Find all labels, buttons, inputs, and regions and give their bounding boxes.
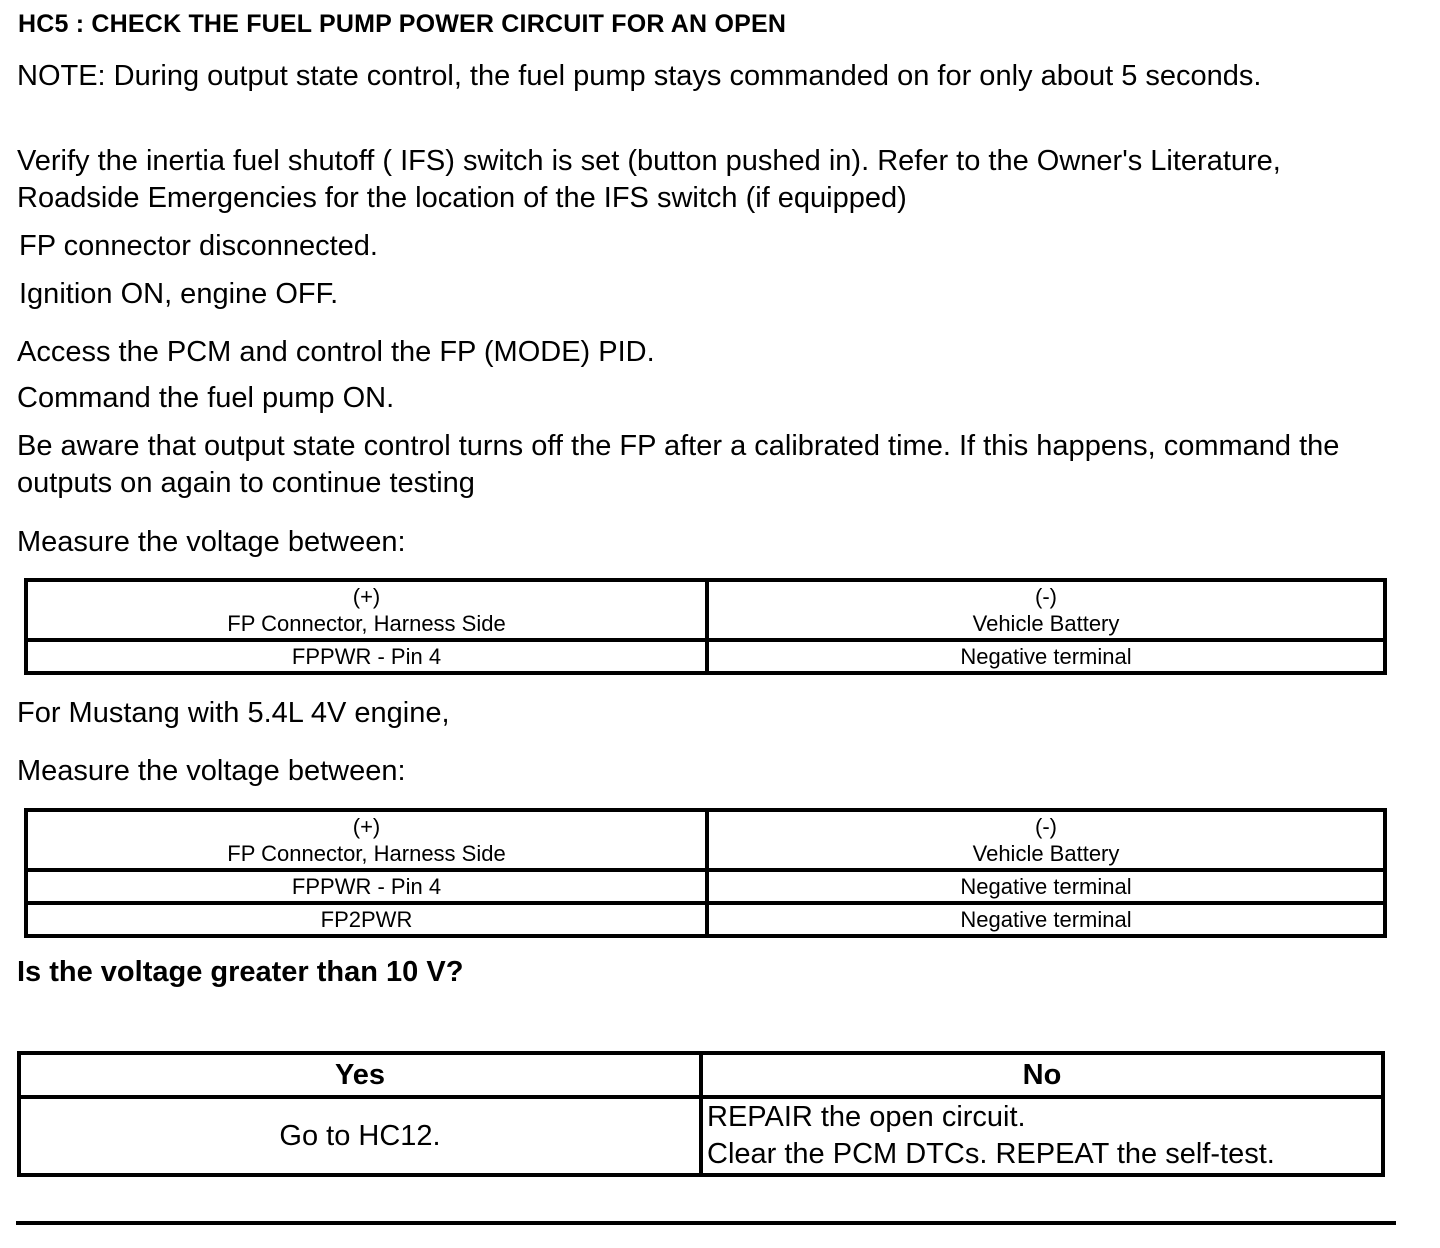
- access-pcm-step: Access the PCM and control the FP (MODE) PID.: [17, 336, 655, 368]
- measurement-table-2: [24, 808, 1387, 938]
- minus-cell: Negative terminal: [707, 903, 1385, 936]
- minus-symbol: (-): [1035, 584, 1057, 609]
- plus-description: FP Connector, Harness Side: [227, 611, 506, 636]
- plus-header-cell: [26, 810, 707, 870]
- measure-instruction-1: Measure the voltage between:: [17, 526, 406, 558]
- no-header: No: [701, 1053, 1383, 1097]
- mustang-note: For Mustang with 5.4L 4V engine,: [17, 697, 450, 729]
- minus-symbol: (-): [1035, 814, 1057, 839]
- ignition-step: Ignition ON, engine OFF.: [19, 278, 339, 310]
- plus-description: FP Connector, Harness Side: [227, 841, 506, 866]
- yes-action: Go to HC12.: [19, 1097, 701, 1175]
- test-question: Is the voltage greater than 10 V?: [17, 956, 464, 988]
- measurement-table-1: [24, 578, 1387, 675]
- command-pump-step: Command the fuel pump ON.: [17, 382, 395, 414]
- table-row: [26, 640, 1385, 673]
- yes-header: Yes: [19, 1053, 701, 1097]
- minus-cell: Negative terminal: [707, 640, 1385, 673]
- plus-symbol: (+): [352, 814, 381, 839]
- minus-header-cell: [707, 810, 1385, 870]
- plus-cell: FPPWR - Pin 4: [26, 640, 707, 673]
- plus-header-cell: [26, 580, 707, 640]
- step-heading: HC5 : CHECK THE FUEL PUMP POWER CIRCUIT FOR AN OPEN: [18, 10, 787, 38]
- decision-table: [17, 1051, 1385, 1177]
- no-action: [701, 1097, 1383, 1175]
- bottom-divider: [16, 1221, 1396, 1225]
- plus-cell: FPPWR - Pin 4: [26, 870, 707, 903]
- fp-disconnected-step: FP connector disconnected.: [19, 230, 378, 262]
- plus-cell: FP2PWR: [26, 903, 707, 936]
- table-row: [26, 870, 1385, 903]
- minus-header-cell: [707, 580, 1385, 640]
- no-action-line-2: Clear the PCM DTCs. REPEAT the self-test.: [707, 1138, 1275, 1170]
- minus-description: Vehicle Battery: [972, 841, 1120, 866]
- minus-cell: Negative terminal: [707, 870, 1385, 903]
- plus-symbol: (+): [352, 584, 381, 609]
- note-paragraph: NOTE: During output state control, the fuel pump stays commanded on for only about 5 seconds.: [17, 60, 1262, 92]
- verify-ifs-paragraph: Verify the inertia fuel shutoff ( IFS) switch is set (button pushed in). Refer to the Owner's Literature, Roadside Emergencies for the location of the IFS switch (if equipped): [17, 145, 1281, 214]
- measure-instruction-2: Measure the voltage between:: [17, 755, 406, 787]
- table-row: [26, 903, 1385, 936]
- minus-description: Vehicle Battery: [972, 611, 1120, 636]
- awareness-paragraph: Be aware that output state control turns off the FP after a calibrated time. If this happens, command the outputs on again to continue testing: [17, 430, 1340, 499]
- no-action-line-1: REPAIR the open circuit.: [707, 1101, 1026, 1133]
